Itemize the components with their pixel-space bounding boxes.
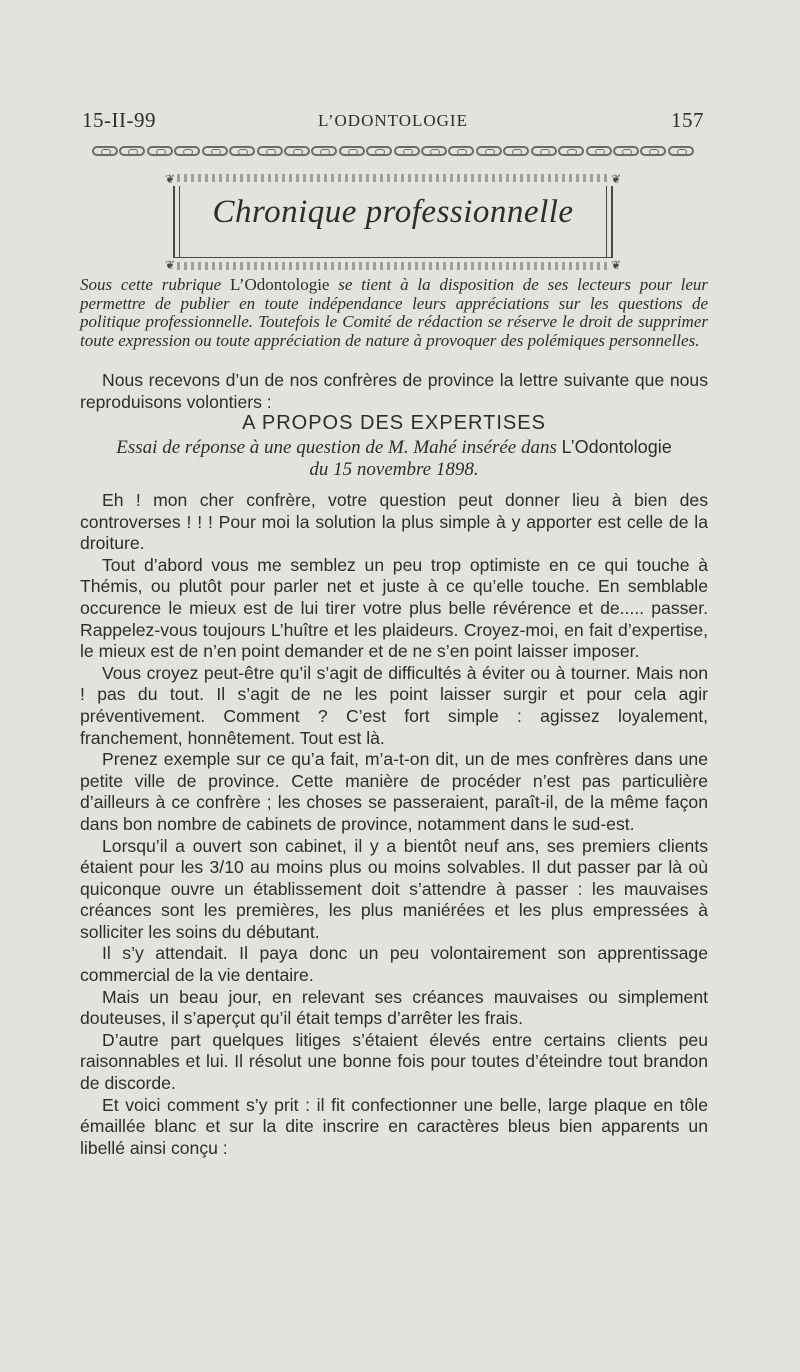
page-number: 157	[671, 108, 704, 132]
frame-wave-bottom	[177, 262, 609, 270]
editorial-note-journal: L’Odontologie	[230, 275, 330, 294]
section-title: Chronique professionnelle	[212, 194, 574, 230]
editorial-note-text: se tient à la disposition de ses lecteurs pour leur permettre de publier en toute indépendance leurs appréciations sur les questions de politique professionnelle. Toutefois le Comité de rédaction se réserve le droit de supprimer toute expression ou toute appréciation de nature à provoquer des polémiques personnelles.	[80, 275, 708, 350]
editorial-note-text: Sous cette rubrique	[80, 275, 230, 294]
body-paragraph: Mais un beau jour, en relevant ses créances mauvaises ou simplement douteuses, il s’aperçut qu’il était temps d’arrêter les frais.	[80, 986, 708, 1029]
lead-paragraph-text: Nous recevons d’un de nos confrères de province la lettre suivante que nous reproduisons volontiers :	[80, 370, 708, 412]
body-paragraph: Eh ! mon cher confrère, votre question peut donner lieu à bien des controverses ! ! ! Pour moi la solution la plus simple à y apporter est celle de la droiture.	[80, 490, 708, 554]
frame-corner-ornament: ❦	[610, 258, 622, 272]
article-body	[80, 490, 708, 1159]
article-subtitle	[80, 437, 708, 480]
frame-corner-ornament: ❦	[164, 172, 176, 186]
article-subtitle-text: Essai de réponse à une question de M. Mahé insérée dans	[116, 437, 562, 458]
frame-corner-ornament: ❦	[164, 258, 176, 272]
body-paragraph: Tout d’abord vous me semblez un peu trop optimiste en ce qui touche à Thémis, ou plutôt pour parler net et juste à ce qu’elle touche. En semblable occurence le mieux est de lui tirer votre plus belle révérence et de..... passer. Rappelez-vous toujours L’huître et les plaideurs. Croyez-moi, en fait d’expertise, le mieux est de n’en point demander et de ne s’en point laisser imposer.	[80, 554, 708, 662]
body-paragraph: D’autre part quelques litiges s’étaient élevés entre certains clients peu raisonnables et lui. Il résolut une bonne fois pour toutes d’éteindre tout brandon de discorde.	[80, 1029, 708, 1094]
lead-paragraph	[80, 370, 708, 413]
frame-corner-ornament: ❦	[610, 172, 622, 186]
running-header	[82, 108, 704, 138]
body-paragraph: Lorsqu’il a ouvert son cabinet, il y a bientôt neuf ans, ses premiers clients étaient pour les 3/10 au moins plus ou moins solvables. Il dut passer par là où quiconque ouvre un établissement doit s’attendre à passer : les mauvaises créances sont les premières, les plus maniérées et les plus empressées à solliciter les soins du débutant.	[80, 835, 708, 942]
body-paragraph: Et voici comment s’y prit : il fit confectionner une belle, large plaque en tôle émaillée blanc et sur la dite inscrire en caractères bleus bien apparents un libellé ainsi conçu :	[80, 1094, 708, 1158]
journal-name: L’ODONTOLOGIE	[318, 111, 468, 130]
ornament-border	[92, 140, 694, 162]
body-paragraph: Il s’y attendait. Il paya donc un peu volontairement son apprentissage commercial de la vie dentaire.	[80, 943, 708, 986]
article-title: A PROPOS DES EXPERTISES	[242, 412, 546, 434]
issue-date: 15-II-99	[82, 108, 156, 132]
editorial-note	[80, 276, 708, 350]
body-paragraph: Prenez exemple sur ce qu’a fait, m’a-t-on dit, un de mes confrères dans une petite ville de province. Cette manière de procéder n’est pas particulière d’ailleurs à ce confrère ; les choses se passeraient, paraît-il, de la même façon dans bon nombre de cabinets de province, notamment dans le sud-est.	[80, 749, 708, 834]
article-subtitle-date: du 15 novembre 1898.	[309, 458, 479, 480]
section-title-frame	[163, 172, 623, 272]
article-subtitle-journal: L’Odontologie	[561, 437, 672, 457]
frame-wave-top	[177, 174, 609, 182]
body-paragraph: Vous croyez peut-être qu’il s’agit de difficultés à éviter ou à tourner. Mais non ! pas du tout. Il s’agit de ne les point laisser surgir et pour cela agir préventivement. Comment ? C’est fort simple : agissez loyalement, franchement, honnêtement. Tout est là.	[80, 662, 708, 748]
